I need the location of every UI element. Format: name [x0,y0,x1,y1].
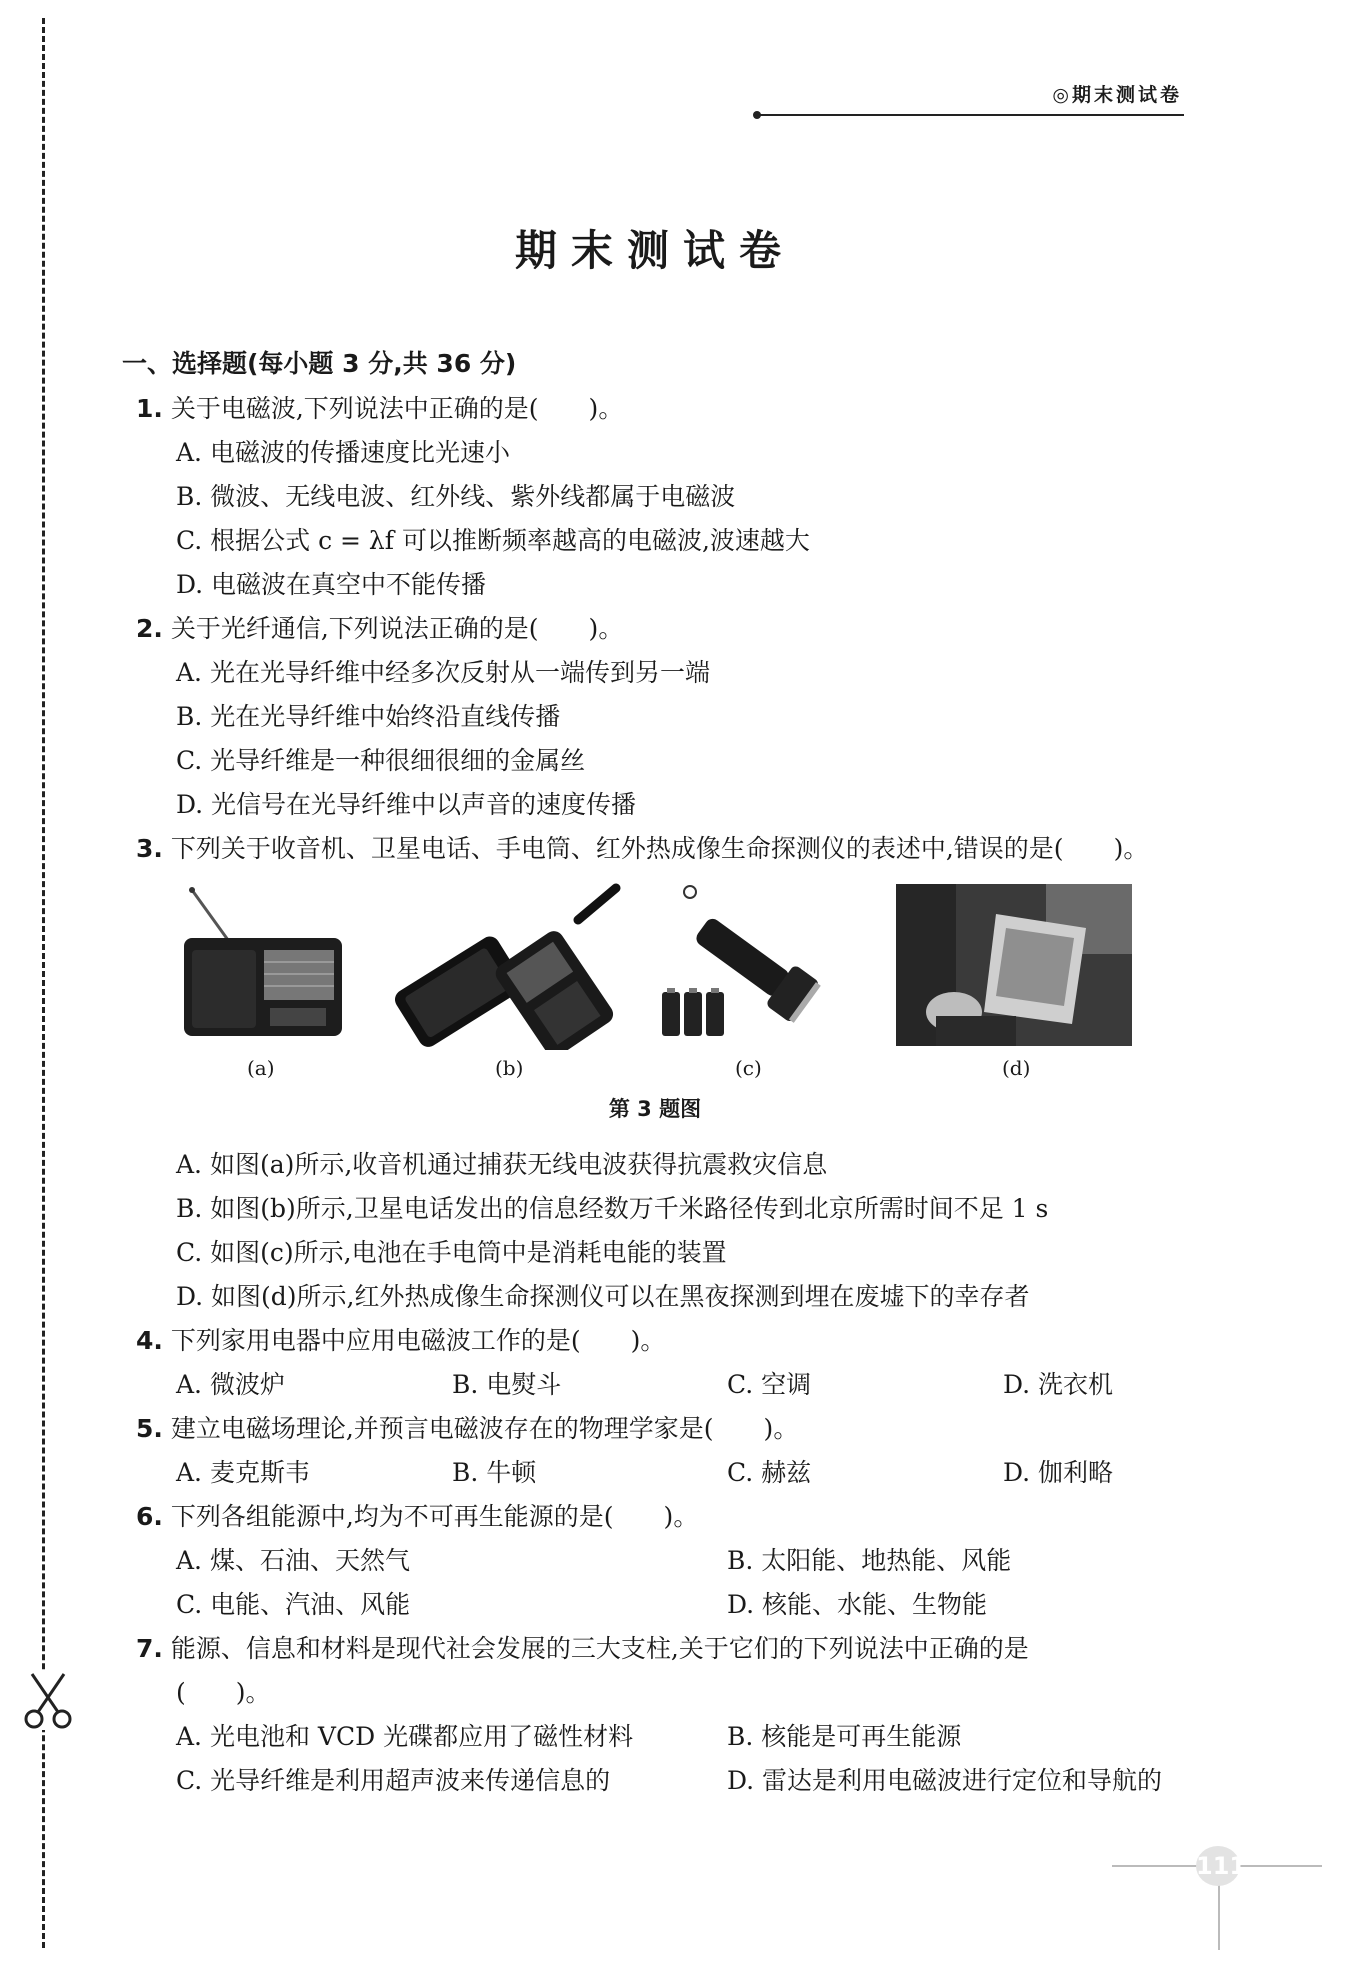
scissors-icon [20,1670,76,1730]
question-7-continued: ( )。 [176,1678,271,1707]
question-2 [136,612,623,646]
header-rule [758,114,1184,116]
question-5 [136,1412,798,1446]
option-2c: C. 光导纤维是一种很细很细的金属丝 [176,746,586,775]
figure-label-c: (c) [735,1056,762,1080]
satellite-phone-image [378,880,630,1050]
question-stem: 能源、信息和材料是现代社会发展的三大支柱,关于它们的下列说法中正确的是 [170,1634,1029,1663]
option-2b: B. 光在光导纤维中始终沿直线传播 [176,702,561,731]
option-7d: D. 雷达是利用电磁波进行定位和导航的 [727,1766,1163,1795]
option-4a: A. 微波炉 [176,1370,285,1399]
option-7a: A. 光电池和 VCD 光碟都应用了磁性材料 [176,1722,634,1751]
option-7c: C. 光导纤维是利用超声波来传递信息的 [176,1766,611,1795]
option-6d: D. 核能、水能、生物能 [727,1590,988,1619]
option-3a: A. 如图(a)所示,收音机通过捕获无线电波获得抗震救灾信息 [176,1150,828,1179]
option-5d: D. 伽利略 [1003,1458,1114,1487]
option-4c: C. 空调 [727,1370,812,1399]
figure-label-b: (b) [495,1056,524,1080]
option-5b: B. 牛顿 [452,1458,537,1487]
question-number: 7. [136,1634,163,1663]
question-stem: 下列各组能源中,均为不可再生能源的是( )。 [170,1502,699,1531]
question-3 [136,832,1148,866]
question-stem: 下列家用电器中应用电磁波工作的是( )。 [170,1326,666,1355]
option-1a: A. 电磁波的传播速度比光速小 [176,438,510,467]
page-title: 期末测试卷 [514,226,795,275]
option-5c: C. 赫兹 [727,1458,812,1487]
figure-label-d: (d) [1002,1056,1031,1080]
question-number: 2. [136,614,163,643]
figure-caption: 第 3 题图 [608,1097,702,1121]
thermal-detector-image [896,884,1132,1046]
option-5a: A. 麦克斯韦 [176,1458,310,1487]
option-6c: C. 电能、汽油、风能 [176,1590,411,1619]
question-6 [136,1500,698,1534]
option-2a: A. 光在光导纤维中经多次反射从一端传到另一端 [176,658,710,687]
section-heading: 一、选择题(每小题 3 分,共 36 分) [122,349,517,378]
option-1c: C. 根据公式 c = λf 可以推断频率越高的电磁波,波速越大 [176,526,810,555]
question-stem: 关于电磁波,下列说法中正确的是( )。 [170,394,624,423]
option-3d: D. 如图(d)所示,红外热成像生命探测仪可以在黑夜探测到埋在废墟下的幸存者 [176,1282,1030,1311]
question-stem: 下列关于收音机、卫星电话、手电筒、红外热成像生命探测仪的表述中,错误的是( )。 [170,834,1149,863]
question-stem: 建立电磁场理论,并预言电磁波存在的物理学家是( )。 [170,1414,799,1443]
option-6b: B. 太阳能、地热能、风能 [727,1546,1012,1575]
question-number: 6. [136,1502,163,1531]
question-number: 5. [136,1414,163,1443]
option-1b: B. 微波、无线电波、红外线、紫外线都属于电磁波 [176,482,736,511]
question-7 [136,1632,1029,1666]
binding-cut-line [42,18,45,1948]
figure-label-a: (a) [247,1056,275,1080]
option-2d: D. 光信号在光导纤维中以声音的速度传播 [176,790,637,819]
page-number: 111 [1196,1846,1240,1886]
question-number: 4. [136,1326,163,1355]
option-1d: D. 电磁波在真空中不能传播 [176,570,487,599]
header-label: ◎期末测试卷 [1052,84,1182,106]
option-3b: B. 如图(b)所示,卫星电话发出的信息经数万千米路径传到北京所需时间不足 1 s [176,1194,1049,1223]
flashlight-image [652,880,834,1050]
question-1 [136,392,623,426]
question-number: 3. [136,834,163,863]
option-4b: B. 电熨斗 [452,1370,562,1399]
page-number-rule-vertical [1218,1880,1220,1950]
question-4 [136,1324,665,1358]
option-7b: B. 核能是可再生能源 [727,1722,962,1751]
option-4d: D. 洗衣机 [1003,1370,1114,1399]
question-number: 1. [136,394,163,423]
option-6a: A. 煤、石油、天然气 [176,1546,410,1575]
option-3c: C. 如图(c)所示,电池在手电筒中是消耗电能的装置 [176,1238,727,1267]
question-stem: 关于光纤通信,下列说法正确的是( )。 [170,614,624,643]
radio-image [180,880,350,1050]
